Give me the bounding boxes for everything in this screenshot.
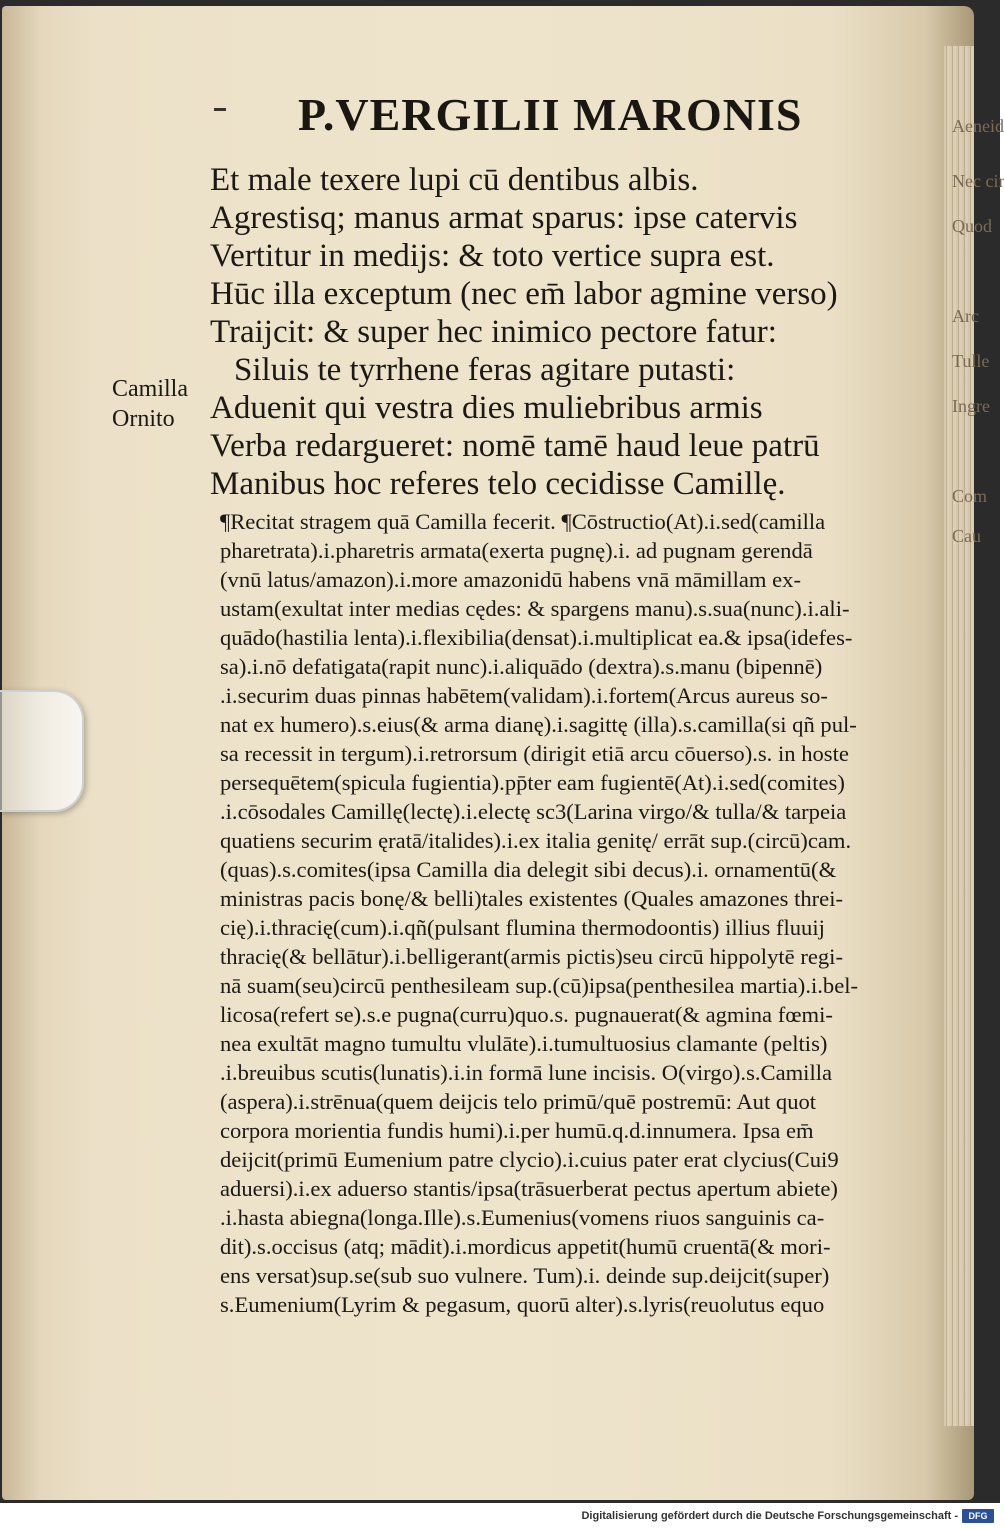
commentary-line: sa).i.nō defatigata(rapit nunc).i.aliquādo (dextra).s.manu (bipennē) — [220, 654, 823, 679]
commentary-line: nā suam(seu)circū penthesileam sup.(cū)ipsa(penthesilea martia).i.bel- — [220, 973, 859, 998]
verse-line: Vertitur in medijs: & toto vertice supra est. — [210, 238, 775, 274]
commentary-line: nea exultāt magno tumultu vlulāte).i.tumultuosius clamante (peltis) — [220, 1031, 828, 1056]
commentary-line: deijcit(primū Eumenium patre clycio).i.cuius pater erat clycius(Cui9 — [220, 1147, 839, 1172]
commentary-line: (quas).s.comites(ipsa Camilla dia delegit sibi decus).i. ornamentū(& — [220, 857, 837, 882]
heading-dash — [214, 108, 226, 111]
commentary-line: .i.hasta abiegna(longa.Ille).s.Eumenius(vomens riuos sanguinis ca- — [220, 1205, 825, 1230]
edge-fragment: Aeneid — [952, 116, 1004, 136]
verse-line: Manibus hoc referes telo cecidisse Camillę. — [210, 466, 786, 502]
verse-line: Traijcit: & super hec inimico pectore fatur: — [210, 314, 777, 350]
edge-fragment: Arc — [952, 306, 979, 326]
commentary-line: .i.securim duas pinnas habētem(validam).i.fortem(Arcus aureus so- — [220, 683, 828, 708]
funding-credit: Digitalisierung gefördert durch die Deutsche Forschungsgemeinschaft - — [581, 1510, 958, 1522]
verse-line: Agrestisq; manus armat sparus: ipse catervis — [210, 200, 798, 236]
commentary-line: thracię(& bellātur).i.belligerant(armis pictis)seu circū hippolytē regi- — [220, 944, 843, 969]
commentary-line: .i.cōsodales Camillę(lectę).i.electę sc3(Larina virgo/& tulla/& tarpeia — [220, 799, 847, 824]
verse-line: Hūc illa exceptum (nec em̄ labor agmine verso) — [210, 276, 838, 312]
commentary-line: cię).i.thracię(cum).i.qñ(pulsant flumina thermodoontis) illius fluuij — [220, 915, 825, 940]
commentary-line: (aspera).i.strēnua(quem deijcis telo primū/quē postremū: Aut quot — [220, 1089, 817, 1114]
commentary-line: licosa(refert se).s.e pugna(curru)quo.s. pugnauerat(& agmina fœmi- — [220, 1002, 833, 1027]
commentary-line: sa recessit in tergum).i.retrorsum (dirigit etiā arcu cōuerso).s. in hoste — [220, 741, 849, 766]
commentary-line: dit).s.occisus (atq; mādit).i.mordicus appetit(humū cruentā(& mori- — [220, 1234, 831, 1259]
edge-fragment: Tulle — [952, 351, 990, 371]
book-page — [2, 6, 1004, 1500]
commentary-line: persequētem(spicula fugientia).pp̄ter eam fugientē(At).i.sed(comites) — [220, 770, 845, 795]
credit-footer — [0, 1503, 1000, 1529]
verse-line: Aduenit qui vestra dies muliebribus armis — [210, 390, 763, 426]
dfg-logo: DFG — [962, 1509, 994, 1523]
commentary-line: ens versat)sup.se(sub suo vulnere. Tum).i. deinde sup.deijcit(super) — [220, 1263, 830, 1288]
commentary-line: ¶Recitat stragem quā Camilla fecerit. ¶Cōstructio(At).i.sed(camilla — [220, 509, 826, 534]
page-clip — [0, 690, 84, 812]
commentary-line: ministras pacis bonę/& belli)tales existentes (Quales amazones threi- — [220, 886, 844, 911]
commentary-line: quādo(hastilia lenta).i.flexibilia(densat).i.multiplicat ea.& ipsa(idefes- — [220, 625, 853, 650]
verse-line: Et male texere lupi cū dentibus albis. — [210, 162, 699, 198]
edge-fragment: Com — [952, 486, 988, 506]
commentary-line: pharetrata).i.pharetris armata(exerta pugnę).i. ad pugnam gerendā — [220, 538, 813, 563]
edge-fragment: Quod — [952, 216, 992, 236]
commentary-line: (vnū latus/amazon).i.more amazonidū habens vnā māmillam ex- — [220, 567, 801, 592]
margin-note: Ornito — [112, 406, 175, 432]
verse-line: Verba redargueret: nomē tamē haud leue patrū — [210, 428, 820, 464]
commentary-line: aduersi).i.ex aduerso stantis/ipsa(trāsuerberat pectus apertum abiete) — [220, 1176, 838, 1201]
edge-fragment: Cau — [952, 526, 981, 546]
commentary-line: .i.breuibus scutis(lunatis).i.in formā lune incisis. O(virgo).s.Camilla — [220, 1060, 833, 1085]
commentary-line: corpora morientia fundis humi).i.per humū.q.d.innumera. Ipsa em̄ — [220, 1118, 814, 1143]
commentary-line: s.Eumenium(Lyrim & pegasum, quorū alter).s.lyris(reuolutus equo — [220, 1292, 825, 1317]
running-heading: P.VERGILII MARONIS — [298, 89, 803, 140]
commentary-line: ustam(exultat inter medias cędes: & spargens manu).s.sua(nunc).i.ali- — [220, 596, 850, 621]
edge-fragment: Nec cir — [952, 171, 1004, 191]
margin-note: Camilla — [112, 376, 188, 402]
verse-line: Siluis te tyrrhene feras agitare putasti: — [234, 352, 736, 388]
commentary-line: quatiens securim ęratā/italides).i.ex italia genitę/ errāt sup.(circū)cam. — [220, 828, 852, 853]
commentary-line: nat ex humero).s.eius(& arma dianę).i.sagittę (illa).s.camilla(si qñ pul- — [220, 712, 857, 737]
edge-fragment: Ingre — [952, 396, 990, 416]
